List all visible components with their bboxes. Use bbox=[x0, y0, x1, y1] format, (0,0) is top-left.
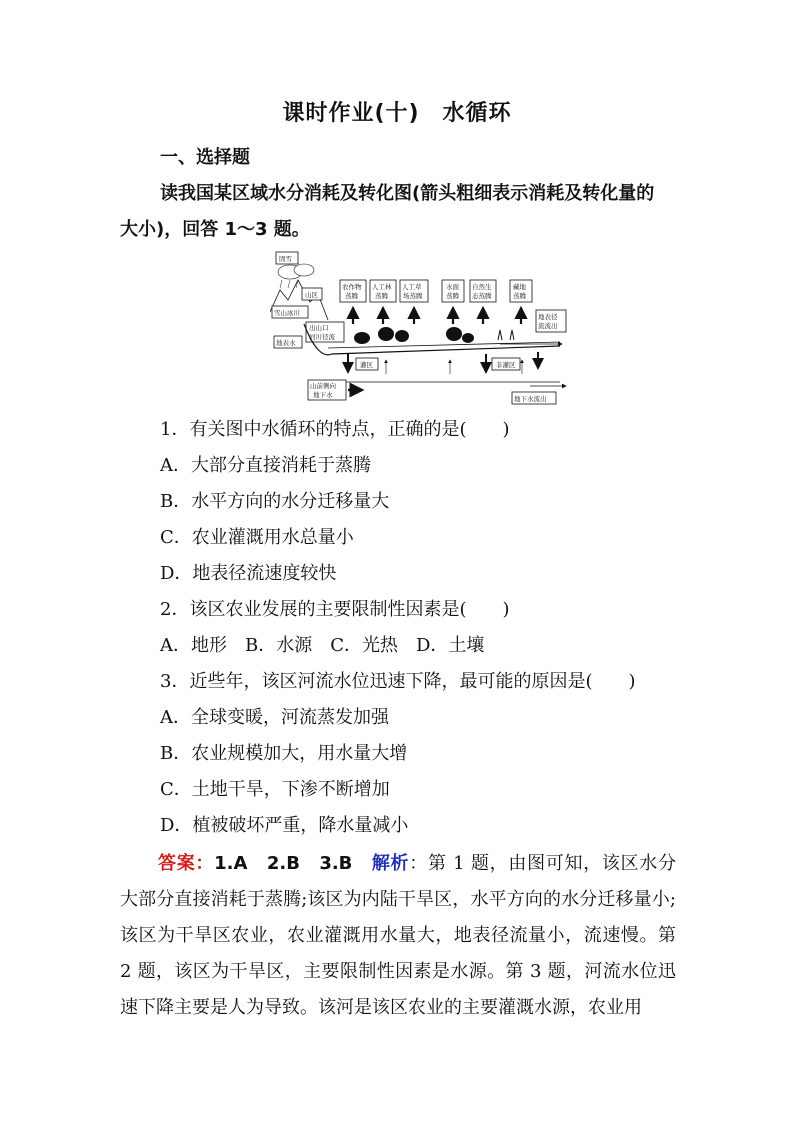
question-2-options: A．地形 B．水源 C．光热 D．土壤 bbox=[160, 635, 485, 656]
label-non-irrigated: 非灌区 bbox=[496, 361, 516, 369]
intro-line-1: 读我国某区域水分消耗及转化图(箭头粗细表示消耗及转化量的 bbox=[160, 183, 655, 204]
question-2-stem: 2．该区农业发展的主要限制性因素是( ) bbox=[160, 599, 510, 620]
label-glacier: 雪山冰川 bbox=[274, 309, 300, 317]
label-eco-1: 自然生 bbox=[472, 283, 492, 291]
label-crop-2: 蒸腾 bbox=[345, 292, 358, 300]
evaporation-arrows bbox=[353, 308, 521, 324]
analysis-text: ：第 1 题，由图可知，该区水分大部分直接消耗于蒸腾;该区为内陆干旱区，水平方向的水分迁移量小;该区为干旱区农业，农业灌溉用水量大，地表径流量小，流速慢。第 2 题，该区为干旱区，主要限制性因素是水源。第 3 题，河流水位迅速下降主要是人为导致。该河是该区农业的主要灌溉水源，农业用 bbox=[120, 853, 677, 1018]
question-1-stem: 1．有关图中水循环的特点，正确的是( ) bbox=[160, 419, 510, 440]
intro-line-2: 大小)，回答 1～3 题。 bbox=[120, 219, 310, 240]
label-gw-out: 地下水流出 bbox=[514, 395, 547, 403]
label-water-2: 蒸腾 bbox=[446, 292, 459, 300]
label-wetland-2: 蒸腾 bbox=[513, 292, 526, 300]
label-surface-water: 地表水 bbox=[276, 339, 296, 347]
label-runoff-out-2: 流流出 bbox=[538, 322, 558, 330]
answer-label: 答案： bbox=[158, 853, 215, 874]
question-3-option-a: A．全球变暖，河流蒸发加强 bbox=[160, 707, 389, 728]
label-outlet-2: 河川径流 bbox=[309, 333, 335, 341]
label-grass-2: 场蒸腾 bbox=[403, 292, 423, 300]
label-irrigated: 灌区 bbox=[360, 361, 373, 369]
page-title: 课时作业(十) 水循环 bbox=[282, 101, 512, 126]
question-3-option-b: B．农业规模加大，用水量大增 bbox=[160, 743, 408, 764]
question-1-option-c: C．农业灌溉用水总量小 bbox=[160, 527, 354, 548]
label-wetland-1: 藏地 bbox=[513, 283, 526, 291]
question-3-option-d: D．植被破坏严重，降水量减小 bbox=[160, 815, 409, 836]
question-1-option-b: B．水平方向的水分迁移量大 bbox=[160, 491, 390, 512]
label-mountain-gw-1: 山前侧向 bbox=[310, 382, 336, 390]
label-eco-2: 态蒸腾 bbox=[472, 292, 492, 300]
answer-values: 1.A 2.B 3.B bbox=[214, 853, 353, 874]
label-forest-2: 蒸腾 bbox=[375, 292, 388, 300]
label-crop-1: 农作物 bbox=[342, 283, 362, 291]
label-mountain: 山区 bbox=[305, 291, 318, 299]
label-runoff-out-1: 地表径 bbox=[538, 313, 558, 321]
answer-block bbox=[120, 846, 676, 1026]
label-grass-1: 人工草 bbox=[402, 283, 422, 291]
analysis-label: 解析 bbox=[371, 853, 410, 874]
section-heading: 一、选择题 bbox=[160, 147, 250, 168]
label-water-1: 水面 bbox=[446, 283, 459, 291]
label-mountain-gw-2: 地下水 bbox=[313, 391, 333, 399]
label-outlet-1: 出山口 bbox=[309, 324, 329, 332]
question-1-option-d: D．地表径流速度较快 bbox=[160, 563, 337, 584]
label-forest-1: 人工林 bbox=[372, 283, 392, 291]
water-cycle-diagram bbox=[270, 250, 570, 410]
label-snow: 固雪 bbox=[279, 255, 292, 263]
question-3-stem: 3．近些年，该区河流水位迅速下降，最可能的原因是( ) bbox=[160, 671, 636, 692]
question-1-option-a: A．大部分直接消耗于蒸腾 bbox=[160, 455, 371, 476]
vegetation-icon bbox=[354, 327, 514, 344]
question-3-option-c: C．土地干旱，下渗不断增加 bbox=[160, 779, 390, 800]
